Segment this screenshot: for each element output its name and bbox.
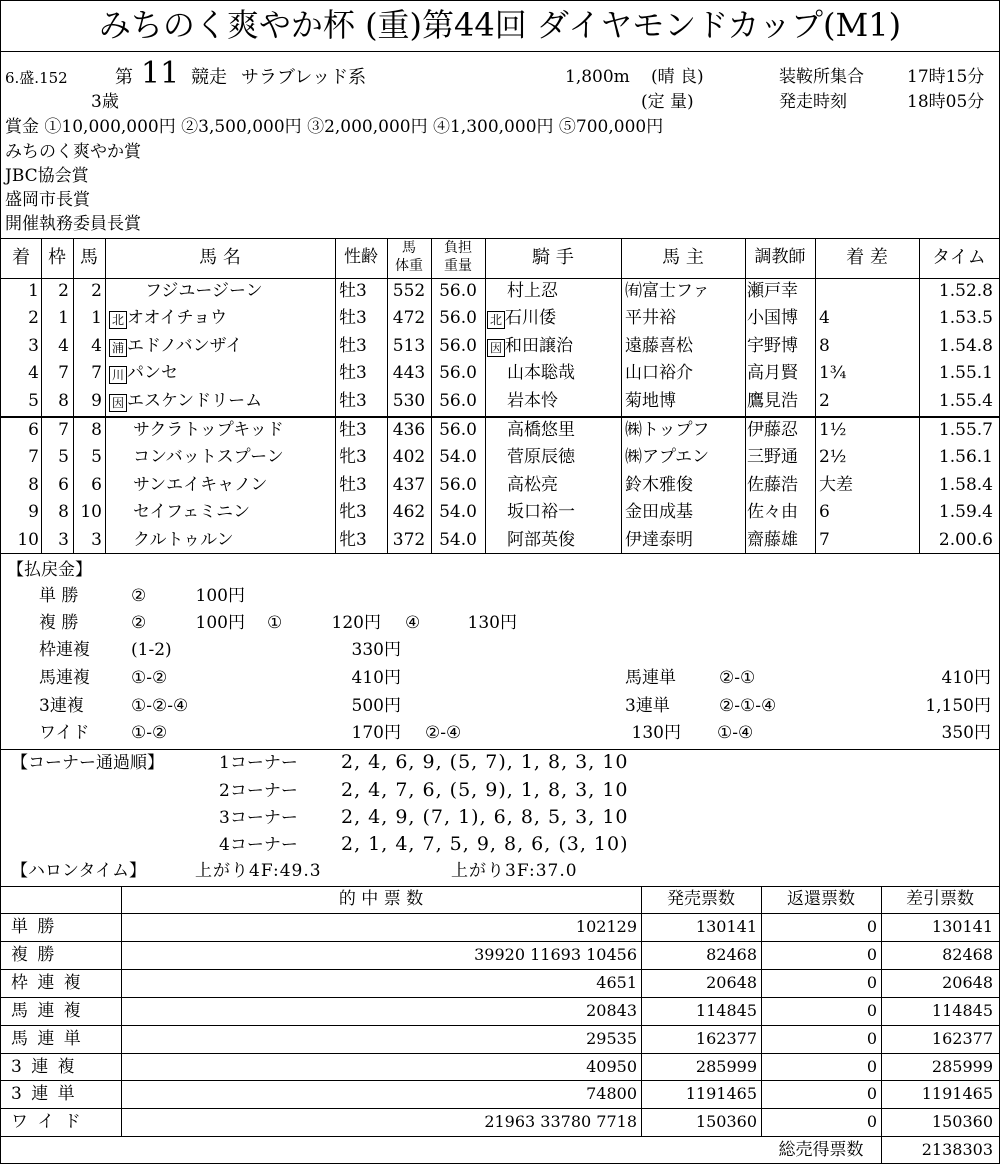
vote-type: 単 勝 — [11, 917, 57, 937]
cell-body-weight: 462 — [392, 502, 426, 523]
vote-returned: 0 — [866, 944, 877, 964]
cell-body-weight: 513 — [392, 335, 426, 356]
vote-sold: 20648 — [706, 972, 757, 992]
vote-sold: 114845 — [695, 1000, 757, 1020]
cell-frame: 7 — [58, 363, 69, 384]
cell-owner: 平井裕 — [625, 308, 676, 329]
vote-winning: 39920 11693 10456 — [474, 944, 637, 964]
vote-net: 162377 — [931, 1028, 993, 1048]
fukusho-amount-1: 100円 — [195, 613, 245, 633]
umatan-combo: ②-① — [719, 668, 756, 688]
cell-rank: 2 — [28, 308, 39, 329]
wide-combo-3: ①-④ — [717, 723, 754, 743]
cell-owner: ㈱アプエン — [625, 447, 710, 468]
cell-body-weight: 472 — [392, 308, 426, 329]
wide-amount-2: 130円 — [631, 723, 681, 743]
wide-combo-2: ②-④ — [425, 723, 462, 743]
cell-owner: ㈲富士ファ — [625, 281, 710, 301]
umatan-amount: 410円 — [941, 668, 991, 688]
cell-number: 2 — [91, 281, 102, 301]
cell-margin: 1¾ — [819, 363, 847, 384]
cell-time: 2.00.6 — [938, 529, 993, 550]
cell-body-weight: 372 — [392, 529, 426, 550]
votes-header-winning: 的 中 票 数 — [338, 889, 424, 909]
cell-horse-name: エスケンドリーム — [127, 390, 263, 411]
cell-load: 54.0 — [439, 447, 477, 468]
corner-1-order: 2, 4, 6, 9, (5, 7), 1, 8, 3, 10 — [341, 751, 629, 773]
wakuren-amount: 330円 — [351, 640, 401, 660]
cell-frame: 8 — [58, 390, 69, 411]
corner-2-order: 2, 4, 7, 6, (5, 9), 1, 8, 3, 10 — [341, 779, 629, 801]
header-weight-bottom: 体重 — [395, 258, 423, 274]
furlong-heading: 【ハロンタイム】 — [11, 861, 146, 881]
cell-owner: 山口裕介 — [625, 363, 693, 384]
vote-net: 82468 — [942, 944, 993, 964]
cell-sex-age: 牡3 — [339, 335, 367, 356]
cell-trainer: 鷹見浩 — [747, 390, 798, 411]
cell-margin: 7 — [819, 529, 830, 550]
cell-time: 1.59.4 — [938, 502, 993, 523]
header-owner: 馬 主 — [662, 247, 704, 268]
cell-number: 4 — [91, 335, 102, 356]
cell-trainer: 伊藤忍 — [747, 420, 798, 440]
cell-sex-age: 牡3 — [339, 281, 367, 301]
cell-trainer: 佐藤浩 — [747, 474, 798, 495]
breed: サラブレッド系 — [241, 67, 367, 88]
affiliation-mark: 浦 — [109, 339, 127, 357]
cell-rank: 4 — [28, 363, 39, 384]
tansho-label: 単 勝 — [39, 586, 79, 606]
sanrenpuku-label: 3連複 — [39, 696, 84, 716]
cell-number: 7 — [91, 363, 102, 384]
race-no-suffix: 競走 — [191, 67, 227, 88]
cell-sex-age: 牡3 — [339, 390, 367, 411]
meeting-code: 6.盛.152 — [5, 69, 68, 87]
cell-margin: 2 — [819, 390, 830, 411]
header-trainer: 調教師 — [754, 247, 806, 267]
cell-jockey: 菅原辰徳 — [507, 447, 575, 468]
cell-sex-age: 牝3 — [339, 529, 367, 550]
cell-time: 1.56.1 — [938, 447, 993, 468]
vote-returned: 0 — [866, 972, 877, 992]
vote-winning: 29535 — [586, 1028, 637, 1048]
cell-owner: 伊達泰明 — [625, 529, 693, 550]
cell-jockey: 村上忍 — [507, 281, 558, 301]
cell-time: 1.55.4 — [938, 390, 993, 411]
vote-winning: 74800 — [586, 1084, 637, 1104]
race-number: 11 — [141, 56, 180, 91]
payout-heading: 【払戻金】 — [7, 560, 92, 580]
votes-header-sold: 発売票数 — [667, 889, 735, 909]
fukusho-amount-3: 130円 — [467, 613, 517, 633]
cell-body-weight: 402 — [392, 447, 426, 468]
cell-rank: 3 — [28, 335, 39, 356]
cell-jockey: 高橋悠里 — [507, 420, 575, 440]
corner-2-label: 2コーナー — [219, 781, 298, 801]
vote-sold: 162377 — [695, 1028, 757, 1048]
cell-number: 5 — [91, 447, 102, 468]
weight-rule: (定 量) — [641, 92, 694, 112]
fukusho-label: 複 勝 — [39, 613, 79, 633]
total-votes-value: 2138303 — [921, 1140, 993, 1159]
cell-trainer: 三野通 — [747, 447, 798, 468]
last-4f: 上がり4F:49.3 — [195, 861, 322, 881]
cell-rank: 7 — [28, 447, 39, 468]
jockey-affiliation-mark: 因 — [487, 339, 505, 357]
vote-net: 150360 — [931, 1112, 993, 1132]
votes-header-returned: 返還票数 — [787, 889, 855, 909]
cell-margin: 6 — [819, 502, 830, 523]
tansho-amount: 100円 — [195, 586, 245, 606]
header-rank: 着 — [12, 247, 30, 268]
votes-header-net: 差引票数 — [906, 889, 974, 909]
header-weight-top: 馬 — [402, 240, 416, 256]
header-time: タイム — [932, 247, 986, 268]
cell-frame: 4 — [58, 335, 69, 356]
cell-time: 1.55.7 — [938, 420, 993, 440]
prize-money: 賞金 ①10,000,000円 ②3,500,000円 ③2,000,000円 ④1,300,000円 ⑤700,000円 — [5, 117, 664, 137]
award-4: 開催執務委員長賞 — [5, 214, 141, 234]
vote-sold: 150360 — [695, 1112, 757, 1132]
cell-rank: 9 — [28, 502, 39, 523]
cell-sex-age: 牝3 — [339, 502, 367, 523]
race-title: みちのく爽やか杯 (重)第44回 ダイヤモンドカップ(M1) — [98, 6, 902, 44]
race-no-prefix: 第 — [115, 67, 133, 88]
wide-combo-1: ①-② — [131, 723, 168, 743]
header-load-top: 負担 — [444, 240, 472, 256]
cell-rank: 5 — [28, 390, 39, 411]
umaren-combo: ①-② — [131, 668, 168, 688]
vote-type: 枠 連 複 — [11, 972, 83, 993]
vote-sold: 82468 — [706, 944, 757, 964]
umaren-label: 馬連複 — [39, 668, 90, 688]
cell-jockey: 阿部英俊 — [507, 529, 575, 550]
fukusho-combo-2: ① — [267, 613, 283, 633]
last-3f: 上がり3F:37.0 — [451, 861, 578, 881]
cell-jockey: 和田譲治 — [505, 335, 573, 356]
award-3: 盛岡市長賞 — [5, 190, 90, 210]
fukusho-combo-3: ④ — [405, 613, 421, 633]
cell-jockey: 岩本怜 — [507, 390, 558, 411]
title-divider — [1, 51, 999, 52]
vote-type: ワ イ ド — [11, 1112, 83, 1133]
weather-track: (晴 良) — [651, 67, 704, 87]
cell-time: 1.54.8 — [938, 335, 993, 356]
award-1: みちのく爽やか賞 — [5, 142, 141, 162]
vote-net: 114845 — [931, 1000, 993, 1020]
post-time: 18時05分 — [907, 92, 985, 112]
cell-body-weight: 436 — [392, 420, 426, 440]
cell-frame: 2 — [58, 281, 69, 301]
cell-load: 56.0 — [439, 474, 477, 495]
sanrentan-label: 3連単 — [625, 696, 670, 716]
cell-time: 1.55.1 — [938, 363, 993, 384]
cell-jockey: 高松亮 — [507, 474, 558, 495]
cell-horse-name: コンバットスプーン — [133, 447, 284, 468]
vote-net: 130141 — [931, 917, 993, 936]
cell-frame: 5 — [58, 447, 69, 468]
cell-owner: 金田成基 — [625, 502, 693, 523]
vote-type: 3 連 単 — [11, 1084, 77, 1105]
cell-frame: 1 — [58, 308, 69, 329]
cell-owner: 遠藤喜松 — [625, 335, 693, 356]
cell-load: 56.0 — [439, 335, 477, 356]
corner-3-label: 3コーナー — [219, 808, 298, 828]
vote-net: 285999 — [931, 1056, 993, 1076]
vote-type: 複 勝 — [11, 944, 57, 965]
fukusho-combo-1: ② — [131, 613, 147, 633]
cell-trainer: 高月賢 — [747, 363, 798, 384]
cell-jockey: 石川倭 — [505, 308, 556, 329]
cell-horse-name: クルトゥルン — [133, 529, 234, 550]
cell-body-weight: 530 — [392, 390, 426, 411]
vote-sold: 130141 — [695, 917, 757, 936]
cell-margin: 2½ — [819, 447, 847, 468]
vote-returned: 0 — [866, 1000, 877, 1020]
cell-trainer: 宇野博 — [747, 335, 798, 356]
vote-type: 3 連 複 — [11, 1056, 77, 1077]
cell-load: 56.0 — [439, 390, 477, 411]
vote-returned: 0 — [866, 1084, 877, 1104]
vote-sold: 285999 — [695, 1056, 757, 1076]
vote-returned: 0 — [866, 917, 877, 936]
distance: 1,800m — [565, 67, 630, 87]
cell-jockey: 坂口裕一 — [507, 502, 575, 523]
cell-owner: ㈱トップフ — [625, 420, 710, 440]
cell-frame: 8 — [58, 502, 69, 523]
corner-3-order: 2, 4, 9, (7, 1), 6, 8, 5, 3, 10 — [341, 806, 629, 828]
jockey-affiliation-mark: 北 — [487, 311, 505, 329]
cell-load: 56.0 — [439, 281, 477, 301]
cell-number: 3 — [91, 529, 102, 550]
vote-type: 馬 連 複 — [11, 1000, 83, 1021]
sanrenpuku-combo: ①-②-④ — [131, 696, 189, 716]
header-number: 馬 — [80, 247, 98, 268]
cell-horse-name: パンセ — [127, 363, 178, 384]
vote-type: 馬 連 単 — [11, 1028, 83, 1049]
cell-trainer: 佐々由 — [747, 502, 798, 523]
cell-margin: 大差 — [819, 474, 853, 495]
cell-time: 1.52.8 — [938, 281, 993, 301]
vote-returned: 0 — [866, 1056, 877, 1076]
cell-number: 9 — [91, 390, 102, 411]
total-votes-label: 総売得票数 — [778, 1140, 864, 1160]
award-2: JBC協会賞 — [5, 166, 89, 186]
cell-horse-name: オオイチョウ — [127, 308, 228, 329]
sanrentan-amount: 1,150円 — [925, 696, 991, 716]
affiliation-mark: 因 — [109, 394, 127, 412]
header-load-bottom: 重量 — [444, 258, 472, 274]
sanrenpuku-amount: 500円 — [351, 696, 401, 716]
cell-sex-age: 牡3 — [339, 474, 367, 495]
cell-load: 56.0 — [439, 420, 477, 440]
cell-rank: 8 — [28, 474, 39, 495]
post-label: 発走時刻 — [779, 92, 847, 112]
vote-winning: 21963 33780 7718 — [484, 1112, 637, 1132]
umaren-amount: 410円 — [351, 668, 401, 688]
vote-sold: 1191465 — [685, 1084, 757, 1104]
cell-margin: 4 — [819, 308, 830, 329]
cell-frame: 3 — [58, 529, 69, 550]
corner-4-order: 2, 1, 4, 7, 5, 9, 8, 6, (3, 10) — [341, 833, 629, 855]
cell-number: 6 — [91, 474, 102, 495]
cell-sex-age: 牝3 — [339, 447, 367, 468]
sanrentan-combo: ②-①-④ — [719, 696, 777, 716]
vote-returned: 0 — [866, 1112, 877, 1132]
cell-rank: 1 — [28, 281, 39, 301]
affiliation-mark: 北 — [109, 311, 127, 329]
cell-number: 8 — [91, 420, 102, 440]
cell-time: 1.53.5 — [938, 308, 993, 329]
corner-heading: 【コーナー通過順】 — [11, 753, 164, 773]
cell-margin: 8 — [819, 335, 830, 356]
wide-amount-1: 170円 — [351, 723, 401, 743]
vote-returned: 0 — [866, 1028, 877, 1048]
header-margin: 着 差 — [846, 247, 888, 268]
fukusho-amount-2: 120円 — [331, 613, 381, 633]
corner-4-label: 4コーナー — [219, 835, 298, 855]
cell-trainer: 齋藤雄 — [747, 529, 798, 550]
wakuren-label: 枠連複 — [39, 640, 90, 660]
header-sex-age: 性齢 — [344, 247, 378, 267]
wide-label: ワイド — [39, 723, 90, 743]
cell-margin: 1½ — [819, 420, 847, 440]
tansho-combo: ② — [131, 586, 147, 606]
cell-sex-age: 牡3 — [339, 363, 367, 384]
cell-trainer: 瀬戸幸 — [747, 281, 798, 301]
age-condition: 3歳 — [91, 92, 119, 112]
cell-rank: 6 — [28, 420, 39, 440]
header-frame: 枠 — [48, 247, 66, 268]
affiliation-mark: 川 — [109, 366, 127, 384]
cell-jockey: 山本聡哉 — [507, 363, 575, 384]
vote-net: 1191465 — [921, 1084, 993, 1104]
header-jockey: 騎 手 — [532, 247, 574, 268]
vote-winning: 4651 — [596, 972, 637, 992]
cell-body-weight: 443 — [392, 363, 426, 384]
assembly-label: 装鞍所集合 — [779, 67, 864, 87]
assembly-time: 17時15分 — [907, 67, 985, 87]
cell-load: 56.0 — [439, 308, 477, 329]
wakuren-combo: (1-2) — [131, 640, 172, 660]
corner-1-label: 1コーナー — [219, 753, 298, 773]
cell-horse-name: フジユージーン — [145, 281, 263, 301]
cell-time: 1.58.4 — [938, 474, 993, 495]
cell-owner: 菊地博 — [625, 390, 676, 411]
cell-sex-age: 牡3 — [339, 420, 367, 440]
cell-frame: 6 — [58, 474, 69, 495]
cell-body-weight: 437 — [392, 474, 426, 495]
vote-net: 20648 — [942, 972, 993, 992]
vote-winning: 102129 — [575, 917, 637, 936]
cell-load: 54.0 — [439, 529, 477, 550]
cell-load: 56.0 — [439, 363, 477, 384]
vote-winning: 40950 — [586, 1056, 637, 1076]
cell-number: 1 — [91, 308, 102, 329]
cell-number: 10 — [80, 502, 102, 523]
header-horse-name: 馬 名 — [199, 247, 241, 268]
cell-horse-name: セイフェミニン — [133, 502, 251, 523]
umatan-label: 馬連単 — [625, 668, 676, 688]
cell-rank: 10 — [17, 529, 39, 550]
cell-horse-name: サンエイキャノン — [133, 474, 268, 495]
cell-horse-name: サクラトップキッド — [133, 420, 284, 440]
wide-amount-3: 350円 — [941, 723, 991, 743]
cell-body-weight: 552 — [392, 281, 426, 301]
cell-trainer: 小国博 — [747, 308, 798, 329]
cell-load: 54.0 — [439, 502, 477, 523]
cell-horse-name: エドノバンザイ — [127, 335, 243, 356]
cell-sex-age: 牡3 — [339, 308, 367, 329]
vote-winning: 20843 — [586, 1000, 637, 1020]
cell-owner: 鈴木雅俊 — [625, 474, 693, 495]
cell-frame: 7 — [58, 420, 69, 440]
